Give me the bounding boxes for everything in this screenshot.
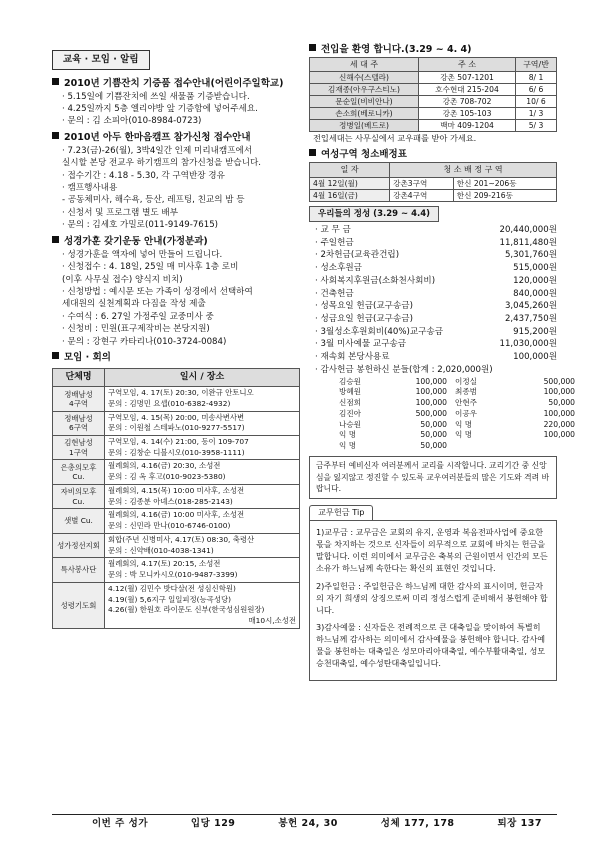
- meeting-line: 월례회의, 4.17(토) 20:15, 소성전: [108, 559, 221, 569]
- meeting-line: 문의 : 박 모니카시오(010-9487-3399): [108, 570, 238, 580]
- donor-amount: 100,000: [543, 387, 575, 397]
- meetings-table: [52, 368, 300, 629]
- donor-name: 익 명: [339, 441, 357, 451]
- offering-row: [309, 300, 557, 313]
- camp-line: 실시할 본당 전교우 하기캠프의 참가신청을 받습니다.: [62, 158, 262, 169]
- offering-amount: 5,301,760원: [504, 250, 557, 261]
- table-cell: 6/ 6: [516, 84, 557, 96]
- cleaning-table: [309, 162, 557, 202]
- table-cell: 4월 12일(월): [310, 177, 390, 189]
- meeting-detail: [105, 558, 300, 582]
- table-cell: 김재종(아우구스티노): [310, 84, 419, 96]
- offering-row: [309, 249, 557, 262]
- offering-amount: 3,045,260원: [504, 301, 557, 312]
- offering-label: · 교 무 금: [315, 224, 351, 235]
- offering-label: · 감사헌금 봉헌하신 분들(합계 : 2,020,000원): [315, 364, 493, 375]
- tip-paragraph: 3)감사예물 : 신자들은 전례적으로 큰 대축일을 맞이하여 특별히 하느님께 감사하는 의미에서 감사예물을 봉헌해야 합니다. 감사예물을 봉헌하는 대축일은 성모마리아대축일, 예수부활대축일, 성모승천대축일, 예수성탄대축일입니다.: [316, 621, 546, 669]
- table-cell: 강촌 507-1201: [419, 72, 516, 84]
- donor-name: 안현주: [455, 398, 478, 408]
- meeting-line: 문의 : 신약배(010-4038-1341): [108, 545, 214, 555]
- donor-name: 익 명: [455, 419, 473, 429]
- meeting-line: 4.26(월) 한원호 라이문도 신부(한국성심원원장): [108, 605, 265, 615]
- column-header: 청 소 배 정 구 역: [390, 163, 557, 178]
- group-name: 성가정선지회: [53, 533, 105, 557]
- welcome-title: 전입을 환영 합니다.(3.29 ~ 4. 4): [321, 44, 472, 55]
- meetings-title: 모임 · 회의: [64, 352, 111, 364]
- donor-amount: 100,000: [543, 430, 575, 440]
- offering-row: [309, 262, 557, 275]
- motto-line: · 수여식 : 6. 27일 가정주일 교중미사 중: [62, 311, 214, 322]
- welcome-table: [309, 57, 557, 133]
- offering-amount: 915,200원: [513, 326, 557, 337]
- column-header: 주 소: [419, 57, 516, 72]
- table-row: [53, 509, 300, 533]
- offering-amount: 20,440,000원: [499, 224, 557, 235]
- left-column: [52, 50, 300, 629]
- hymn-label: 이번 주 성가: [92, 818, 148, 829]
- offering-label: · 2차헌금(교육관건립): [315, 250, 400, 261]
- tip-title: 교무헌금 Tip: [309, 505, 373, 520]
- offering-amount: 2,437,750원: [504, 313, 557, 324]
- offering-title: 우리들의 정성 (3.29 ~ 4.4): [309, 206, 439, 222]
- welcome-note: 전입세대는 사무실에서 교우패를 받아 가세요.: [313, 133, 477, 144]
- tip-paragraph: 2)주일헌금 : 주일헌금은 하느님께 대한 감사의 표시이며, 헌금자의 자기 희생의 상징으로써 미리 정성스럽게 준비해서 봉헌해야 합니다.: [316, 580, 548, 615]
- meeting-line: 월례회의, 4.16(금) 10:00 미사후, 소성전: [108, 510, 245, 520]
- donor-amount: 50,000: [420, 430, 447, 440]
- offering-row: [309, 288, 557, 301]
- meeting-line: 문의 : 김종분 아녜스(018-285-2143): [108, 496, 233, 506]
- meeting-detail: [105, 582, 300, 628]
- offering-label: · 주일헌금: [315, 237, 354, 248]
- tip-paragraph: 1)교무금 : 교무금은 교회의 유지, 운영과 복음전파사업에 중요한 몫을 차지하는 것으로 신자들이 의무적으로 교회에 바치는 헌금을 말합니다. 이런 의미에서 교무금은 축복의 근원이면서 인간의 모든 소유가 하느님께 속한다는 확신의 표현인 것입니다.: [316, 526, 548, 574]
- table-cell: 10/ 6: [516, 96, 557, 108]
- table-row: [53, 460, 300, 484]
- offering-tip-box: [309, 520, 557, 681]
- column-header: 세 대 주: [310, 57, 419, 72]
- table-cell: 5/ 3: [516, 120, 557, 132]
- camp-line: - 공동체미사, 해수욕, 등산, 레프팅, 친교의 밤 등: [62, 195, 245, 206]
- meeting-detail: [105, 411, 300, 435]
- meeting-line: 월례회의, 4.15(목) 10:00 미사후, 소성전: [108, 485, 245, 495]
- donor-amount: 100,000: [415, 398, 447, 408]
- motto-line: 세대원의 실천계획과 다짐을 작성 제출: [62, 299, 206, 310]
- offering-label: · 성소후원금: [315, 263, 362, 274]
- gift-donation-title: 2010년 기쁨잔치 기증품 접수안내(어린이주일학교): [64, 77, 284, 89]
- offering-amount: 840,000원: [513, 288, 557, 299]
- meeting-line: 문의 : 김창순 디블시오(010-3958-1111): [108, 447, 245, 457]
- meeting-line: 매10시,소성전: [248, 615, 296, 625]
- meeting-detail: [105, 484, 300, 508]
- meeting-detail: [105, 387, 300, 411]
- donor-name: [455, 441, 511, 452]
- table-cell: 강촌4구역: [390, 189, 454, 201]
- motto-line: · 신청비 : 민원(표구제작비는 본당지원): [62, 324, 210, 335]
- column-header: 단체명: [53, 368, 105, 386]
- donor-amount: 50,000: [548, 398, 575, 408]
- table-cell: 강촌3구역: [390, 177, 454, 189]
- camp-notice: [52, 131, 300, 232]
- hymn-footer: [52, 814, 557, 831]
- meetings-section: [52, 351, 300, 629]
- donor-name: 김승원: [339, 376, 362, 386]
- group-name: 정배남성 6구역: [53, 411, 105, 435]
- donor-amount: 500,000: [543, 376, 575, 386]
- offering-label: · 3월성소후원회비(40%)교구송금: [315, 326, 444, 337]
- column-header: 구역/반: [516, 57, 557, 72]
- group-name: 정배남성 4구역: [53, 387, 105, 411]
- table-row: [53, 484, 300, 508]
- offering-row: [309, 364, 557, 377]
- table-cell: 손소희(베로니카): [310, 108, 419, 120]
- donor-name: 이정실: [455, 376, 478, 386]
- offering-amount: 100,000원: [513, 352, 557, 363]
- meeting-line: 구역모임, 4. 17(토) 20:30, 이완규 안토니오: [108, 388, 254, 398]
- hymn-communion: 성체 177, 178: [380, 818, 455, 829]
- column-header: 일시 / 장소: [105, 368, 300, 386]
- group-name: 자비의모후 Cu.: [53, 484, 105, 508]
- offering-row: [309, 275, 557, 288]
- group-name: 김현남성 1구역: [53, 435, 105, 459]
- gift-line: · 5.15일에 기쁨잔치에 쓰일 새물품 기증받습니다.: [62, 91, 250, 102]
- meeting-detail: [105, 435, 300, 459]
- offering-row: [309, 313, 557, 326]
- meeting-line: 구역모임, 4. 14(수) 21:00, 동이 109-707: [108, 436, 249, 446]
- donor-amount: 220,000: [543, 419, 575, 429]
- table-row: [310, 189, 557, 201]
- donor-amount: 100,000: [415, 387, 447, 397]
- group-name: 성령기도회: [53, 582, 105, 628]
- table-row: [310, 84, 557, 96]
- meeting-line: 4.19(월) 5,6지구 일일피정(능곡성당): [108, 594, 231, 604]
- donor-name: 최종범: [455, 387, 478, 397]
- offering-amount: 120,000원: [513, 275, 557, 286]
- offering-amount: 11,811,480원: [499, 237, 557, 248]
- camp-line: · 7.23(금)-26(월), 3박4일간 인제 미리내캠프에서: [62, 145, 253, 156]
- donor-amount: 100,000: [415, 376, 447, 386]
- meeting-detail: [105, 533, 300, 557]
- meeting-line: 문의 : 김명민 요셉(010-6382-4932): [108, 398, 231, 408]
- gift-line: · 4.25일까지 5층 엘리야방 앞 기증함에 넣어주세요.: [62, 103, 258, 114]
- donor-amount: 500,000: [415, 408, 447, 418]
- offering-label: · 3월 미사예물 교구송금: [315, 339, 407, 350]
- offering-amount: 515,000원: [513, 263, 557, 274]
- table-row: [53, 435, 300, 459]
- column-header: 일 자: [310, 163, 390, 178]
- donor-name: 익 명: [455, 430, 473, 440]
- table-row: [310, 108, 557, 120]
- donor-amount: 100,000: [543, 408, 575, 418]
- table-cell: 1/ 3: [516, 108, 557, 120]
- motto-line: · 성경가훈을 액자에 넣어 만들어 드립니다.: [62, 249, 223, 260]
- left-section-title: 교육 · 모임 · 알림: [52, 50, 150, 70]
- table-row: [310, 96, 557, 108]
- right-column: [309, 40, 575, 681]
- donor-name: 익 명: [339, 430, 357, 440]
- offering-row: [309, 338, 557, 351]
- bible-motto-notice: [52, 235, 300, 348]
- table-cell: 한신 201~206동: [453, 177, 556, 189]
- bible-motto-title: 성경가훈 갖기운동 안내(가정분과): [64, 235, 208, 247]
- camp-line: · 문의 : 김세호 가밀로(011-9149-7615): [62, 220, 219, 231]
- donor-name: 방혜원: [339, 387, 362, 397]
- bullet-square-icon: [52, 352, 59, 359]
- motto-line: (이후 사무실 접수) 양식지 비치): [62, 274, 183, 285]
- table-row: [53, 411, 300, 435]
- meeting-line: 4.12(월) 김민수 밧다살(전 성심신학원): [108, 583, 236, 593]
- table-cell: 강촌 105-103: [419, 108, 516, 120]
- bullet-square-icon: [52, 132, 59, 139]
- motto-line: · 문의 : 강현구 카타리나(010-3724-0084): [62, 336, 227, 347]
- table-row: [53, 533, 300, 557]
- hymn-offertory: 봉헌 24, 30: [278, 818, 338, 829]
- offering-list: [309, 224, 557, 377]
- table-cell: 한신 209-216동: [453, 189, 556, 201]
- table-cell: 신해수(스텔라): [310, 72, 419, 84]
- gift-line: · 문의 : 김 소피아(010-8984-0723): [62, 116, 202, 127]
- table-cell: 강촌 708-702: [419, 96, 516, 108]
- table-cell: 정병일(베드로): [310, 120, 419, 132]
- donor-name: 김진아: [339, 408, 362, 418]
- bullet-square-icon: [309, 44, 316, 51]
- offering-row: [309, 237, 557, 250]
- table-cell: 호수현대 215-204: [419, 84, 516, 96]
- donor-amount: 50,000: [420, 419, 447, 429]
- camp-line: · 접수기간 : 4.18 - 5.30, 각 구역반장 경유: [62, 170, 225, 181]
- offering-label: · 재속회 본당사용료: [315, 352, 390, 363]
- hymn-entry: 입당 129: [190, 818, 236, 829]
- gift-donation-notice: [52, 77, 300, 128]
- table-row: [53, 558, 300, 582]
- offering-label: · 건축헌금: [315, 288, 354, 299]
- donor-amount: [519, 441, 575, 452]
- offering-row: [309, 326, 557, 339]
- camp-line: · 신청서 및 프로그램 별도 배부: [62, 207, 179, 218]
- table-cell: 8/ 1: [516, 72, 557, 84]
- donor-amount: 50,000: [420, 441, 447, 451]
- table-cell: 문순일(비비안나): [310, 96, 419, 108]
- meeting-line: 문의 : 신민라 만나(010-6746-0100): [108, 521, 231, 531]
- bullet-square-icon: [309, 149, 316, 156]
- donor-list: [309, 376, 575, 452]
- table-row: [53, 387, 300, 411]
- meeting-line: 문의 : 김 옥 후고(010-9023-5380): [108, 472, 226, 482]
- offering-label: · 성금요일 헌금(교구송금): [315, 313, 413, 324]
- table-row: [310, 72, 557, 84]
- group-name: 특사봉사단: [53, 558, 105, 582]
- offering-label: · 사회복지후원금(소화천사회비): [315, 275, 436, 286]
- table-row: [53, 582, 300, 628]
- donor-name: 이공우: [455, 408, 478, 418]
- table-row: [310, 120, 557, 132]
- meeting-line: 구역모임, 4. 15(목) 20:00, 미송사변사변: [108, 412, 245, 422]
- cleaning-title: 여성구역 청소배정표: [321, 149, 407, 161]
- meeting-line: 월례회의, 4.16(금) 20:30, 소성전: [108, 461, 221, 471]
- offering-amount: 11,030,000원: [499, 339, 557, 350]
- table-row: [310, 177, 557, 189]
- bullet-square-icon: [52, 236, 59, 243]
- table-cell: 4월 16일(금): [310, 189, 390, 201]
- donor-name: 신점희: [339, 398, 362, 408]
- camp-line: · 캠프행사내용: [62, 183, 118, 194]
- camp-title: 2010년 아두 한마음캠프 참가신청 접수안내: [64, 131, 251, 143]
- meeting-detail: [105, 509, 300, 533]
- group-name: 샛별 Cu.: [53, 509, 105, 533]
- motto-line: · 신청방법 : 예시문 또는 가족이 성경에서 선택하여: [62, 286, 253, 297]
- table-cell: 백마 409-1204: [419, 120, 516, 132]
- catechumen-notice: 금주부터 예비신자 여러분께서 교리를 시작합니다. 교리기간 중 신앙심을 잃지않고 정진할 수 있도록 교우여러분들의 많은 기도와 격려 바랍니다.: [309, 456, 557, 499]
- offering-label: · 성목요일 헌금(교구송금): [315, 301, 413, 312]
- group-name: 은총의모후 Cu.: [53, 460, 105, 484]
- meeting-line: 문의 : 이원철 스테파노(010-9277-5517): [108, 423, 245, 433]
- offering-row: [309, 351, 557, 364]
- hymn-exit: 퇴장 137: [497, 818, 542, 829]
- donor-name: 나승원: [339, 419, 362, 429]
- offering-row: [309, 224, 557, 237]
- bullet-square-icon: [52, 78, 59, 85]
- meeting-line: 회합(주년 신병미사, 4.17(토) 08:30, 축령산: [108, 534, 255, 544]
- meeting-detail: [105, 460, 300, 484]
- motto-line: · 신청접수 : 4. 18일, 25일 매 미사후 1층 로비: [62, 262, 239, 273]
